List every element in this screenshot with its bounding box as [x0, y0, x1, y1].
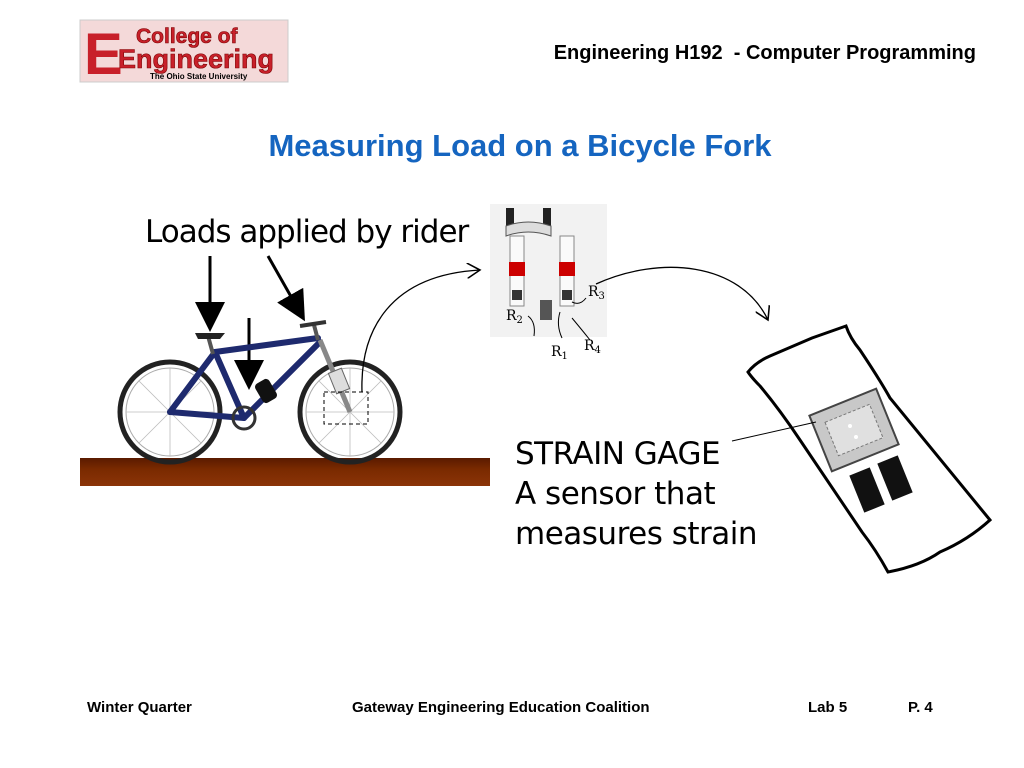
logo-e-letter: E: [84, 22, 123, 84]
svg-text:R4: $R_4$: [584, 338, 601, 356]
label-r3: R: [588, 284, 599, 300]
slide-title: Measuring Load on a Bicycle Fork: [268, 128, 772, 163]
label-r2: R: [506, 308, 517, 324]
footer-coalition: Gateway Engineering Education Coalition: [352, 699, 650, 716]
load-arrow-handlebar: [268, 256, 302, 316]
label-r1: R: [551, 344, 562, 360]
strain-gage-title: STRAIN GAGE: [515, 436, 721, 472]
logo-college-of: College of: [136, 25, 238, 48]
curve-arrow-to-gage: [596, 267, 768, 320]
svg-text:R1: $R_1$: [551, 344, 568, 362]
strain-gage-desc-1: A sensor that: [515, 476, 716, 512]
fork-closeup-image: [490, 204, 607, 362]
rider-load-label: Loads applied by rider: [145, 214, 469, 250]
footer-quarter: Winter Quarter: [87, 699, 192, 716]
strain-gage-strip: [748, 326, 990, 572]
course-title: Engineering H192 - Computer Programming: [553, 42, 976, 64]
logo-engineering: Engineering: [118, 44, 275, 74]
bicycle-image: [120, 322, 400, 462]
svg-text:R3: $R_3$: [588, 284, 605, 302]
footer-lab: Lab 5: [808, 699, 848, 716]
strain-gage-description: [515, 434, 757, 554]
strain-gage-desc-2: measures strain: [515, 516, 758, 552]
logo-osu: The Ohio State University: [150, 72, 248, 81]
svg-text:R2: $R_2$: [506, 308, 523, 326]
label-r4: R: [584, 338, 595, 354]
footer-page-number: P. 4: [908, 699, 933, 716]
